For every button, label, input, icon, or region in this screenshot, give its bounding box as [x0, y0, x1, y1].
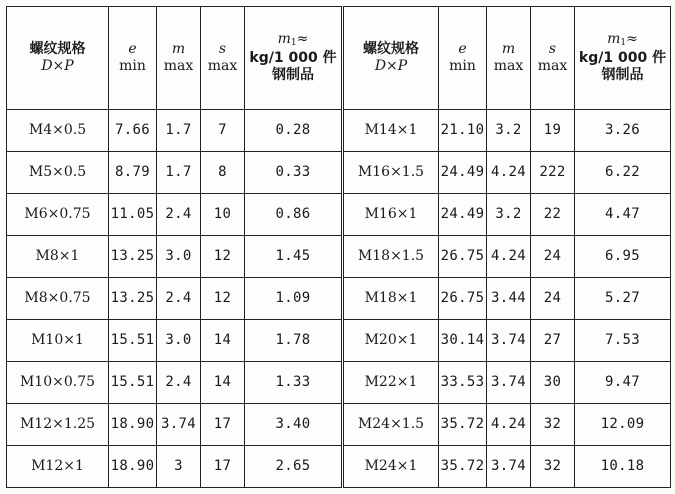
cell-e-right: 35.72 — [439, 404, 487, 446]
header-spec-right — [343, 7, 439, 110]
header-s — [201, 7, 245, 110]
header-spec-sub-right: D×P — [374, 58, 408, 74]
cell-spec: M10×1 — [7, 320, 109, 362]
table-row — [7, 278, 671, 320]
cell-mass: 0.28 — [245, 110, 343, 152]
cell-spec: M6×0.75 — [7, 194, 109, 236]
header-s-sub: max — [207, 58, 238, 74]
cell-spec-right: M18×1.5 — [343, 236, 439, 278]
header-e-sub-right: min — [449, 58, 476, 74]
header-mass-label: m — [277, 31, 291, 48]
table-row — [7, 446, 671, 488]
cell-spec-right: M24×1 — [343, 446, 439, 488]
cell-spec: M4×0.5 — [7, 110, 109, 152]
cell-e-right: 26.75 — [439, 278, 487, 320]
cell-m: 3.0 — [157, 236, 201, 278]
cell-m: 3 — [157, 446, 201, 488]
cell-spec: M5×0.5 — [7, 152, 109, 194]
cell-mass-right: 3.26 — [575, 110, 671, 152]
cell-e: 7.66 — [109, 110, 157, 152]
table-header-row — [7, 7, 671, 110]
nut-dimension-table — [6, 6, 671, 488]
cell-m-right: 3.2 — [487, 110, 531, 152]
table-row — [7, 320, 671, 362]
cell-m-right: 3.44 — [487, 278, 531, 320]
cell-m: 2.4 — [157, 278, 201, 320]
cell-s-right: 24 — [531, 236, 575, 278]
cell-spec-right: M24×1.5 — [343, 404, 439, 446]
cell-e: 18.90 — [109, 404, 157, 446]
cell-e-right: 24.49 — [439, 152, 487, 194]
header-m-right — [487, 7, 531, 110]
header-spec-title-right: 螺纹规格 — [363, 40, 419, 57]
header-s-label-right: s — [548, 40, 557, 57]
cell-s-right: 32 — [531, 446, 575, 488]
cell-m-right: 3.74 — [487, 362, 531, 404]
header-e-label-right: e — [458, 40, 467, 57]
cell-s-right: 32 — [531, 404, 575, 446]
cell-mass-right: 12.09 — [575, 404, 671, 446]
cell-spec-right: M18×1 — [343, 278, 439, 320]
cell-m: 3.74 — [157, 404, 201, 446]
cell-s: 14 — [201, 320, 245, 362]
cell-s: 7 — [201, 110, 245, 152]
cell-mass-right: 4.47 — [575, 194, 671, 236]
header-mass-symbol — [245, 31, 341, 49]
header-mass-material-right: 钢制品 — [601, 67, 644, 84]
cell-s-right: 22 — [531, 194, 575, 236]
cell-spec: M12×1.25 — [7, 404, 109, 446]
cell-mass-right: 6.95 — [575, 236, 671, 278]
header-m-label-right: m — [501, 40, 516, 57]
cell-s: 17 — [201, 446, 245, 488]
cell-m-right: 3.74 — [487, 320, 531, 362]
header-mass-unit-right: kg/1 000 件 — [578, 49, 667, 66]
header-mass-material: 钢制品 — [272, 67, 314, 84]
cell-e-right: 21.10 — [439, 110, 487, 152]
header-e-right — [439, 7, 487, 110]
cell-m-right: 4.24 — [487, 236, 531, 278]
cell-s: 8 — [201, 152, 245, 194]
cell-m-right: 3.2 — [487, 194, 531, 236]
cell-e: 13.25 — [109, 278, 157, 320]
cell-s-right: 24 — [531, 278, 575, 320]
cell-mass-right: 5.27 — [575, 278, 671, 320]
cell-s-right: 27 — [531, 320, 575, 362]
cell-s-right: 30 — [531, 362, 575, 404]
header-mass-subscript: 1 — [290, 38, 297, 49]
cell-s: 14 — [201, 362, 245, 404]
cell-m: 1.7 — [157, 110, 201, 152]
table-row — [7, 236, 671, 278]
cell-m: 1.7 — [157, 152, 201, 194]
cell-mass: 1.33 — [245, 362, 343, 404]
header-mass-approx-right: ≈ — [626, 31, 638, 48]
cell-mass-right: 10.18 — [575, 446, 671, 488]
header-m — [157, 7, 201, 110]
header-mass-subscript-right: 1 — [620, 38, 627, 49]
cell-spec-right: M22×1 — [343, 362, 439, 404]
cell-e: 11.05 — [109, 194, 157, 236]
cell-e: 8.79 — [109, 152, 157, 194]
cell-e: 15.51 — [109, 362, 157, 404]
header-mass-label-right: m — [607, 31, 621, 48]
cell-mass: 1.09 — [245, 278, 343, 320]
cell-s: 12 — [201, 278, 245, 320]
header-spec-title: 螺纹规格 — [29, 40, 86, 57]
cell-mass: 2.65 — [245, 446, 343, 488]
header-spec-sub: D×P — [41, 58, 74, 74]
cell-e-right: 33.53 — [439, 362, 487, 404]
header-s-right — [531, 7, 575, 110]
cell-s: 10 — [201, 194, 245, 236]
cell-m-right: 3.74 — [487, 446, 531, 488]
cell-spec: M8×0.75 — [7, 278, 109, 320]
cell-s-right: 19 — [531, 110, 575, 152]
table-row — [7, 152, 671, 194]
cell-s-right: 222 — [531, 152, 575, 194]
cell-mass-right: 6.22 — [575, 152, 671, 194]
cell-s: 12 — [201, 236, 245, 278]
cell-e: 15.51 — [109, 320, 157, 362]
cell-m: 2.4 — [157, 194, 201, 236]
header-e-sub: min — [119, 58, 146, 74]
header-e — [109, 7, 157, 110]
table-row — [7, 110, 671, 152]
header-spec — [7, 7, 109, 110]
header-mass-unit: kg/1 000 件 — [249, 49, 337, 66]
cell-spec-right: M14×1 — [343, 110, 439, 152]
cell-e: 13.25 — [109, 236, 157, 278]
cell-m: 3.0 — [157, 320, 201, 362]
cell-mass: 0.33 — [245, 152, 343, 194]
cell-mass: 1.78 — [245, 320, 343, 362]
cell-e-right: 26.75 — [439, 236, 487, 278]
table-row — [7, 404, 671, 446]
cell-spec: M12×1 — [7, 446, 109, 488]
cell-mass-right: 7.53 — [575, 320, 671, 362]
header-m-sub: max — [163, 58, 194, 74]
table-row — [7, 194, 671, 236]
header-m-label: m — [171, 40, 186, 57]
cell-e: 18.90 — [109, 446, 157, 488]
table-row — [7, 362, 671, 404]
header-mass — [245, 7, 343, 110]
header-mass-symbol-right — [575, 31, 670, 49]
header-mass-approx: ≈ — [296, 31, 309, 48]
cell-e-right: 35.72 — [439, 446, 487, 488]
cell-m-right: 4.24 — [487, 404, 531, 446]
cell-mass: 3.40 — [245, 404, 343, 446]
cell-m-right: 4.24 — [487, 152, 531, 194]
cell-mass: 0.86 — [245, 194, 343, 236]
cell-mass-right: 9.47 — [575, 362, 671, 404]
cell-e-right: 30.14 — [439, 320, 487, 362]
cell-spec-right: M16×1 — [343, 194, 439, 236]
cell-s: 17 — [201, 404, 245, 446]
cell-spec: M8×1 — [7, 236, 109, 278]
cell-spec: M10×0.75 — [7, 362, 109, 404]
cell-m: 2.4 — [157, 362, 201, 404]
header-s-sub-right: max — [537, 58, 568, 74]
cell-spec-right: M16×1.5 — [343, 152, 439, 194]
cell-mass: 1.45 — [245, 236, 343, 278]
header-e-label: e — [128, 40, 137, 57]
header-s-label: s — [218, 40, 227, 57]
cell-spec-right: M20×1 — [343, 320, 439, 362]
header-m-sub-right: max — [493, 58, 524, 74]
cell-e-right: 24.49 — [439, 194, 487, 236]
header-mass-right — [575, 7, 671, 110]
